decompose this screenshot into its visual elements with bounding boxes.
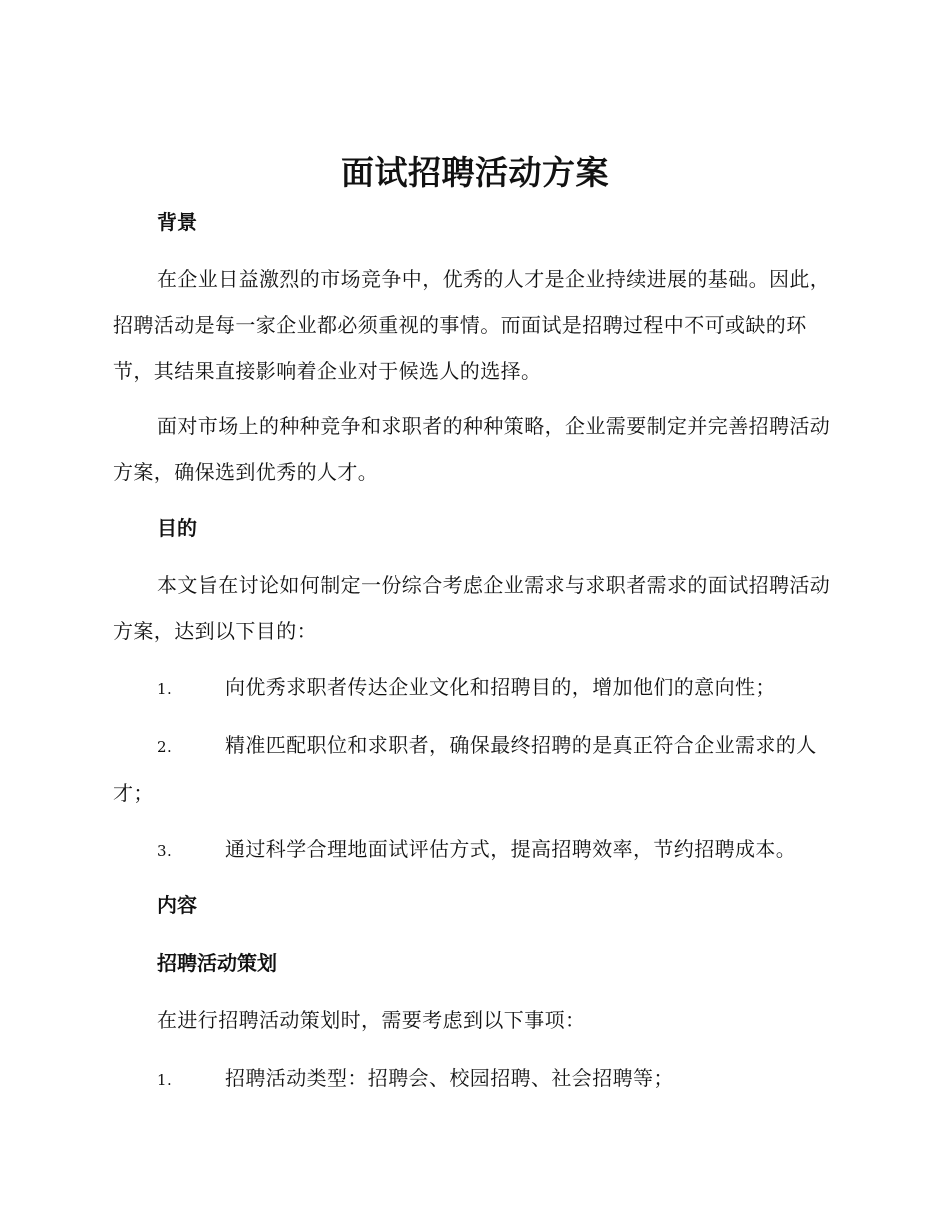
list-item-text: 招聘活动类型：招聘会、校园招聘、社会招聘等； bbox=[225, 1066, 674, 1090]
list-item-number: 1. bbox=[157, 1071, 173, 1089]
background-paragraph-1: 在企业日益激烈的市场竞争中，优秀的人才是企业持续进展的基础。因此，招聘活动是每一家企业都必须重视的事情。而面试是招聘过程中不可或缺的环节，其结果直接影响着企业对于候选人的选择。 bbox=[113, 267, 831, 383]
list-item-text: 精准匹配职位和求职者，确保最终招聘的是真正符合企业需求的人才； bbox=[113, 733, 817, 805]
purpose-list-item bbox=[113, 722, 831, 816]
section-heading-purpose: 目的 bbox=[157, 516, 197, 540]
section-heading-content: 内容 bbox=[157, 893, 197, 917]
purpose-list-item bbox=[113, 664, 831, 712]
purpose-intro-paragraph: 本文旨在讨论如何制定一份综合考虑企业需求与求职者需求的面试招聘活动方案，达到以下目的： bbox=[113, 573, 831, 643]
list-item-text: 向优秀求职者传达企业文化和招聘目的，增加他们的意向性； bbox=[225, 675, 776, 699]
background-paragraph-2: 面对市场上的种种竞争和求职者的种种策略，企业需要制定并完善招聘活动方案，确保选到优秀的人才。 bbox=[113, 414, 831, 484]
list-item-text: 通过科学合理地面试评估方式，提高招聘效率，节约招聘成本。 bbox=[225, 837, 797, 861]
list-item-number: 2. bbox=[157, 738, 173, 756]
list-item-number: 3. bbox=[157, 842, 173, 860]
subheading-recruitment-planning: 招聘活动策划 bbox=[157, 951, 277, 975]
document-title: 面试招聘活动方案 bbox=[341, 153, 609, 192]
list-item-number: 1. bbox=[157, 680, 173, 698]
content-intro-paragraph: 在进行招聘活动策划时，需要考虑到以下事项： bbox=[157, 1008, 586, 1032]
section-heading-background: 背景 bbox=[157, 210, 197, 234]
purpose-list-item bbox=[113, 826, 831, 874]
content-list-item bbox=[113, 1055, 831, 1103]
